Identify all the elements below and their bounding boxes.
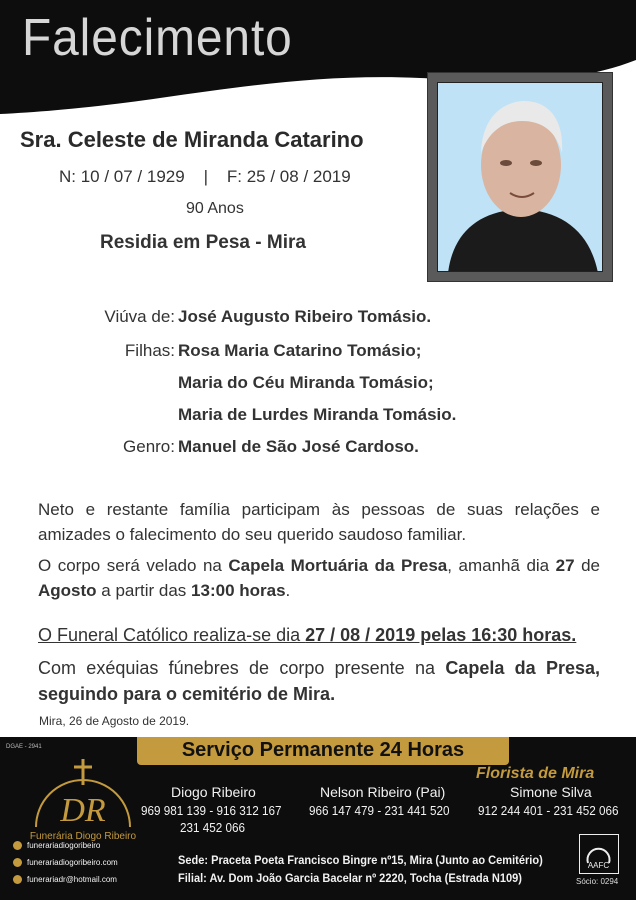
mail-icon (13, 875, 22, 884)
page-title: Falecimento (22, 9, 293, 67)
age: 90 Anos (186, 200, 244, 217)
social-email[interactable]: funerariadr@hotmail.com (13, 875, 117, 884)
residence: Residia em Pesa - Mira (100, 232, 306, 253)
relative-label: Genro: (123, 437, 175, 456)
social-website[interactable]: funerariadiogoribeiro.com (13, 858, 118, 867)
relative-name: Manuel de São José Cardoso. (178, 437, 419, 456)
contact-name: Diogo Ribeiro (171, 784, 256, 800)
service-banner: Serviço Permanente 24 Horas (137, 737, 509, 765)
birth-death-dates: N: 10 / 07 / 1929 | F: 25 / 08 / 2019 (59, 167, 351, 186)
relative-name: Maria de Lurdes Miranda Tomásio. (178, 405, 457, 424)
socio-number: Sócio: 0294 (576, 877, 619, 886)
contact-phone: 966 147 479 - 231 441 520 (309, 803, 450, 818)
florista-label: Florista de Mira (476, 765, 595, 782)
address-sede: Sede: Praceta Poeta Francisco Bingre nº15, Mira (Junto ao Cemitério) (178, 853, 543, 867)
announcement-paragraph: Neto e restante família participam às pessoas de suas relações e amizades o falecimento do seu querido saudoso familiar. (38, 500, 600, 544)
relative-label: Viúva de: (104, 307, 175, 326)
social-facebook[interactable]: funerariadiogoribeiro (13, 841, 100, 850)
relative-name: Rosa Maria Catarino Tomásio; (178, 341, 422, 360)
logo-letters: DR (60, 792, 106, 829)
logo-text: Funerária Diogo Ribeiro (29, 831, 137, 842)
relative-name: José Augusto Ribeiro Tomásio. (178, 307, 432, 326)
relative-name: Maria do Céu Miranda Tomásio; (178, 373, 434, 392)
funeral-home-logo (28, 757, 138, 845)
footer (0, 737, 636, 900)
place-date: Mira, 26 de Agosto de 2019. (39, 714, 190, 728)
contact-name: Simone Silva (510, 784, 592, 800)
contact-phone: 969 981 139 - 916 312 167 (141, 803, 282, 818)
relative-label: Filhas: (124, 341, 175, 360)
address-filial: Filial: Av. Dom João Garcia Bacelar nº 2220, Tocha (Estrada N109) (178, 871, 522, 885)
wake-paragraph: O corpo será velado na Capela Mortuária da Presa, amanhã dia 27 de Agosto a partir das 13:00 horas. (38, 556, 600, 600)
exequies-paragraph: Com exéquias fúnebres de corpo presente na Capela da Presa, seguindo para o cemitério de Mira. (38, 658, 600, 704)
dgae-number: DGAE - 2941 (6, 744, 42, 750)
deceased-photo (427, 72, 613, 282)
facebook-icon (13, 841, 22, 850)
globe-icon (13, 858, 22, 867)
funeral-paragraph: O Funeral Católico realiza-se dia 27 / 08 / 2019 pelas 16:30 horas. (38, 625, 577, 645)
deceased-name: Sra. Celeste de Miranda Catarino (20, 127, 364, 152)
aafc-logo (579, 834, 619, 874)
svg-text:AAFC: AAFC (587, 861, 610, 870)
contact-phone: 231 452 066 (180, 820, 246, 835)
contact-name: Nelson Ribeiro (Pai) (320, 784, 446, 800)
contact-phone: 912 244 401 - 231 452 066 (478, 803, 619, 818)
